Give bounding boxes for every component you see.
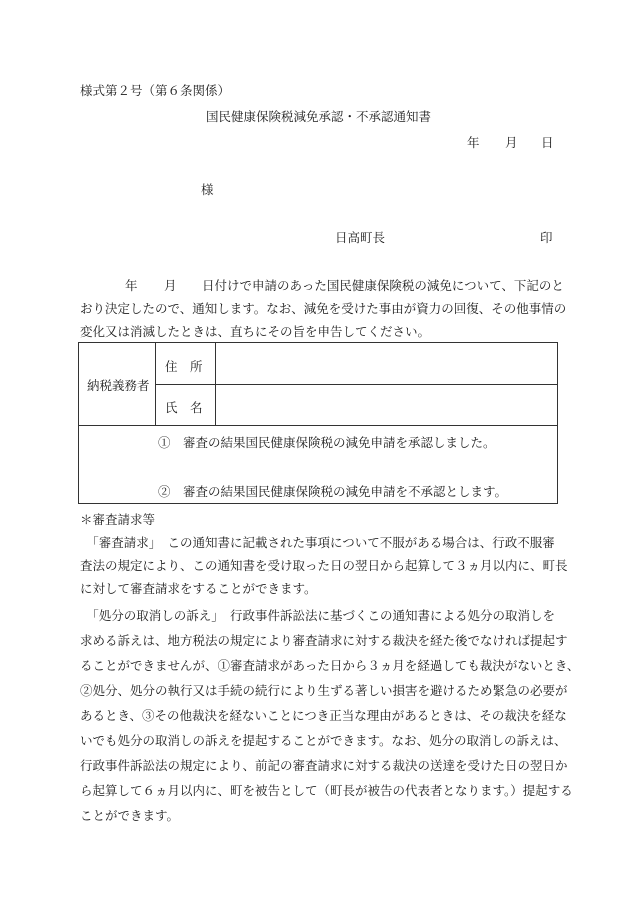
- intro-line-3: 変化又は消滅したときは、直ちにその旨を申告してください。: [80, 324, 431, 339]
- document-title: 国民健康保険税減免承認・不承認通知書: [206, 109, 432, 124]
- taxpayer-label: 納税義務者: [87, 378, 150, 393]
- approval-option: ① 審査の結果国民健康保険税の減免申請を承認しました。: [158, 435, 496, 450]
- form-label: 様式第２号（第６条関係）: [80, 83, 231, 98]
- intro-line-2: おり決定したので、通知します。なお、減免を受けた事由が資力の回復、その他事情の: [80, 301, 567, 316]
- appeal-line: に対して審査請求をすることができます。: [80, 581, 317, 596]
- address-label: 住 所: [165, 359, 203, 374]
- rejection-option: ② 審査の結果国民健康保険税の減免申請を不承認とします。: [158, 484, 508, 499]
- seal-mark: 印: [540, 230, 553, 245]
- date-day-label: 日: [541, 135, 554, 150]
- appeal-line: 求める訴えは、地方税法の規定により審査請求に対する裁決を経た後でなければ提起す: [80, 633, 568, 648]
- table-divider: [79, 425, 557, 426]
- intro-year-label: 年: [125, 278, 138, 293]
- appeal-line: 「審査請求」 この通知書に記載された事項について不服がある場合は、行政不服審: [80, 535, 555, 550]
- date-year-label: 年: [467, 135, 480, 150]
- issuer-name: 日高町長: [335, 230, 386, 245]
- appeal-line: 行政事件訴訟法の規定により、前記の審査請求に対する裁決の送達を受けた日の翌日か: [80, 758, 568, 773]
- appeal-line: ②処分、処分の執行又は手続の続行により生ずる著しい損害を避けるため緊急の必要が: [80, 683, 568, 698]
- appeal-heading: ＊審査請求等: [80, 512, 156, 527]
- recipient-honorific: 様: [201, 182, 214, 197]
- date-month-label: 月: [505, 135, 518, 150]
- appeal-line: 査法の規定により、この通知書を受け取った日の翌日から起算して３ヵ月以内に、町長: [80, 558, 568, 573]
- intro-month-label: 月: [164, 278, 177, 293]
- appeal-line: ら起算して６ヵ月以内に、町を被告として（町長が被告の代表者となります。）提起する: [80, 783, 573, 798]
- appeal-line: あるとき、③その他裁決を経ないことにつき正当な理由があるときは、その裁決を経な: [80, 708, 567, 723]
- appeal-line: ことができます。: [80, 808, 180, 823]
- appeal-line: ることができませんが、①審査請求があった日から３ヵ月を経過しても裁決がないとき、: [80, 658, 580, 673]
- appeal-line: いでも処分の取消しの訴えを提起することができます。なお、処分の取消しの訴えは、: [80, 733, 567, 748]
- table-divider: [155, 384, 558, 385]
- appeal-line: 「処分の取消しの訴え」 行政事件訴訟法に基づくこの通知書による処分の取消しを: [80, 608, 556, 623]
- name-label: 氏 名: [165, 400, 203, 415]
- taxpayer-table: [78, 342, 558, 504]
- intro-text: 日付けで申請のあった国民健康保険税の減免について、下記のと: [202, 278, 564, 293]
